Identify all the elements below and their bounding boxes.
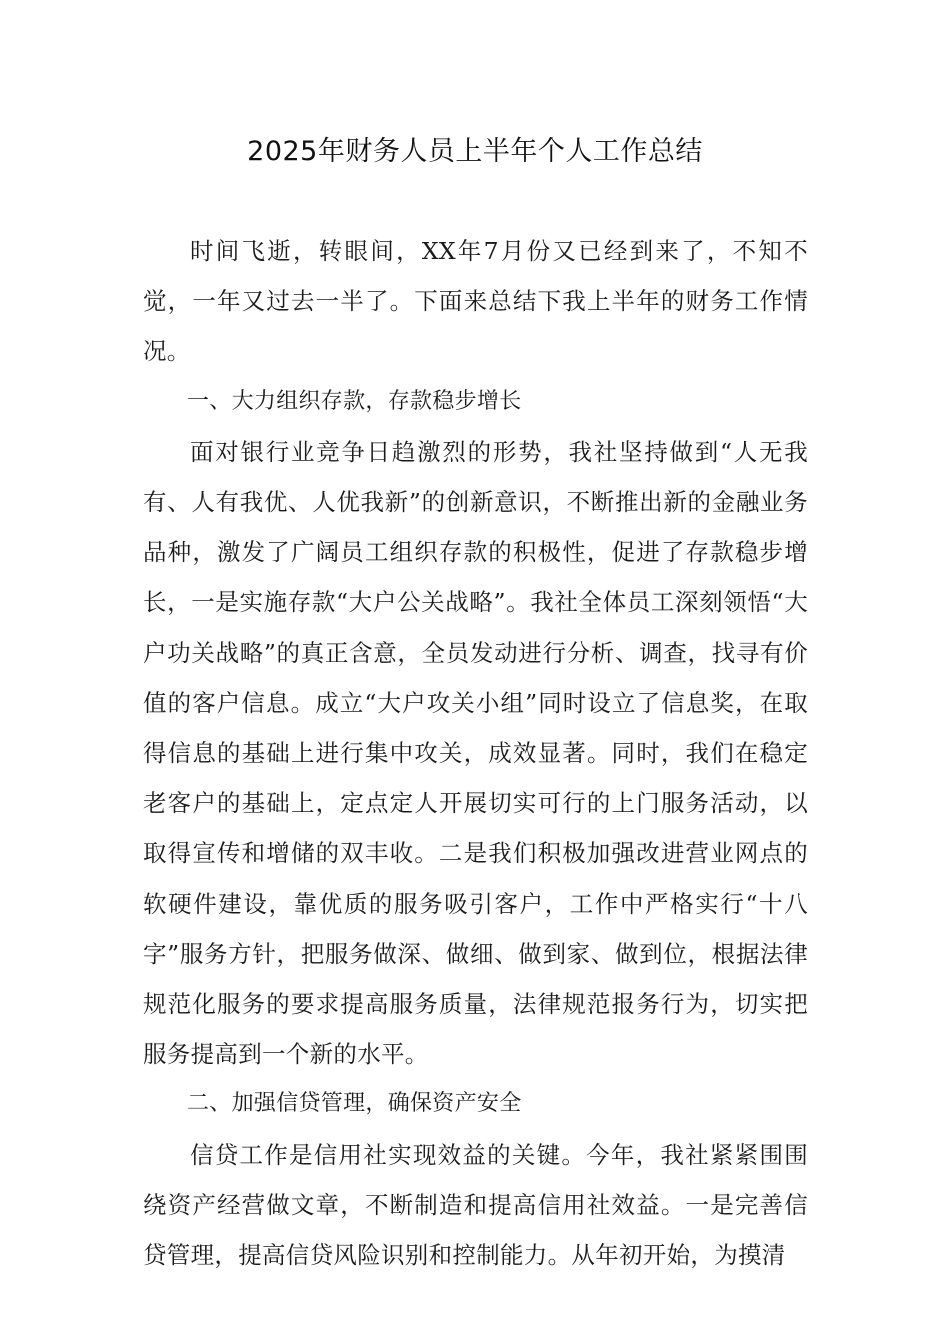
document-title: 2025年财务人员上半年个人工作总结 — [247, 136, 703, 167]
intro-paragraph: 时间飞逝，转眼间，XX年7月份又已经到来了，不知不觉，一年又过去一半了。下面来总结下我上半年的财务工作情况。 — [143, 237, 808, 366]
section-heading-2: 二、加强信贷管理，确保资产安全 — [187, 1091, 522, 1117]
section-1-paragraph: 面对银行业竞争日趋激烈的形势，我社坚持做到“人无我有、人有我优、人优我新”的创新意识，不断推出新的金融业务品种，激发了广阔员工组织存款的积极性，促进了存款稳步增长，一是实施存款“大户公关战略”。我社全体员工深刻领悟“大户功关战略”的真正含意，全员发动进行分析、调查，找寻有价值的客户信息。成立“大户攻关小组”同时设立了信息奖，在取得信息的基础上进行集中攻关，成效显著。同时，我们在稳定老客户的基础上，定点定人开展切实可行的上门服务活动，以取得宣传和增储的双丰收。二是我们积极加强改进营业网点的软硬件建设，靠优质的服务吸引客户，工作中严格实行“十八字”服务方针，把服务做深、做细、做到家、做到位，根据法律规范化服务的要求提高服务质量，法律规范报务行为，切实把服务提高到一个新的水平。 — [143, 437, 808, 1069]
document-body — [143, 226, 808, 1280]
section-2-paragraph: 信贷工作是信用社实现效益的关键。今年，我社紧紧围围绕资产经营做文章，不断制造和提高信用社效益。一是完善信贷管理，提高信贷风险识别和控制能力。从年初开始，为摸清 — [143, 1140, 808, 1270]
section-heading-1: 一、大力组织存款，存款稳步增长 — [187, 388, 522, 414]
